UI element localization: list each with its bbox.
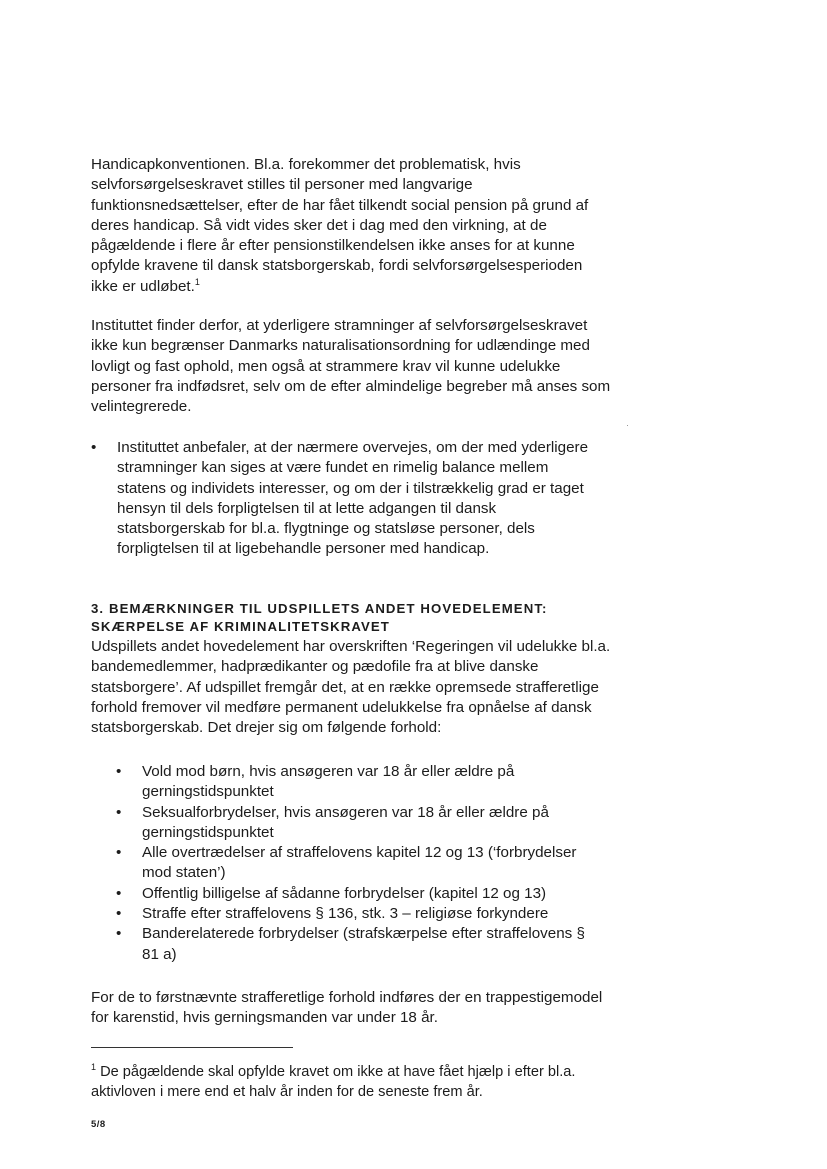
- list-item: [116, 924, 596, 965]
- list-item: [116, 884, 596, 904]
- list-item: [116, 762, 596, 803]
- list-item-text: Seksualforbrydelser, hvis ansøgeren var 18 år eller ældre på gerningstidspunktet: [142, 803, 549, 841]
- recommendation-text: Instituttet anbefaler, at der nærmere overvejes, om der med yderligere stramninger kan siges at være fundet en rimelig balance mellem statens og individets interesser, og om der i tilstrækkelig grad er taget hensyn til dels forpligtelsen til at lette adgangen til dansk statsborgerskab for bl.a. flygtninge og statsløse personer, dels forpligtelsen til at ligebehandle personer med handicap.: [117, 439, 589, 558]
- bullet-dot: •: [116, 844, 122, 862]
- scan-speck: [627, 425, 628, 426]
- section-heading-line-1: 3. BEMÆRKNINGER TIL UDSPILLETS ANDET HOVEDELEMENT:: [91, 601, 548, 616]
- paragraph-disability-text: Handicapkonventionen. Bl.a. forekommer det problematisk, hvis selvforsørgelseskravet stilles til personer med langvarige funktionsnedsættelser, efter de har fået tilkendt social pension på grund af deres handicap. Så vidt vides sker det i dag med den virkning, at de pågældende i flere år efter pensionstilkendelsen ikke anses for at kunne opfylde kravene til dansk statsborgerskab, fordi selvforsørgelsesperioden ikke er udløbet.: [91, 156, 589, 295]
- bullet-dot: •: [116, 763, 122, 780]
- bullet-dot: •: [116, 905, 122, 923]
- bullet-dot: •: [116, 803, 122, 821]
- paragraph-ladder-model: For de to førstnævnte strafferetlige forhold indføres der en trappestigemodel for karenstid, hvis gerningsmanden var under 18 år.: [91, 989, 603, 1027]
- offences-list: [116, 762, 596, 965]
- footnote-reference[interactable]: 1: [194, 276, 200, 287]
- list-item: [116, 843, 596, 884]
- footnote-text: De pågældende skal opfylde kravet om ikke at have fået hjælp i efter bl.a. aktivloven i mere end et halv år inden for de seneste frem år.: [91, 1064, 576, 1101]
- bullet-dot: •: [116, 884, 122, 902]
- paragraph-second-element: Udspillets andet hovedelement har overskriften ‘Regeringen vil udelukke bl.a. bandemedlemmer, hadprædikanter og pædofile fra at blive danske statsborgere’. Af udspillet fremgår det, at en række opremsede strafferetlige forhold fremover vil medføre permanent udelukkelse fra opnåelse af dansk statsborgerskab. Det drejer sig om følgende forhold:: [91, 638, 611, 737]
- list-item: [116, 904, 596, 924]
- list-item-text: Straffe efter straffelovens § 136, stk. 3 – religiøse forkyndere: [142, 905, 549, 923]
- section-heading-line-2: SKÆRPELSE AF KRIMINALITETSKRAVET: [91, 619, 390, 634]
- paragraph-institute-finds: Instituttet finder derfor, at yderligere stramninger af selvforsørgelseskravet ikke kun begrænser Danmarks naturalisationsordning for udlændinge med lovligt og fast ophold, men også at strammere krav vil kunne udelukke personer fra indfødsret, selv om de efter almindelige begreber må anses som velintegrerede.: [91, 317, 611, 416]
- list-item-text: Alle overtrædelser af straffelovens kapitel 12 og 13 (‘forbrydelser mod staten’): [142, 844, 577, 882]
- list-item: [116, 803, 596, 844]
- bullet-dot: •: [91, 439, 97, 456]
- page-number: 5/8: [91, 1119, 106, 1130]
- paragraph-disability: [91, 155, 611, 297]
- list-item-text: Vold mod børn, hvis ansøgeren var 18 år eller ældre på gerningstidspunktet: [142, 763, 515, 801]
- list-item-text: Offentlig billigelse af sådanne forbrydelser (kapitel 12 og 13): [142, 884, 547, 902]
- footnote: [91, 1062, 591, 1103]
- section-heading: [91, 600, 611, 636]
- list-item-text: Banderelaterede forbrydelser (strafskærpelse efter straffelovens § 81 a): [142, 925, 585, 963]
- footnote-number: 1: [91, 1062, 97, 1073]
- bullet-dot: •: [116, 925, 122, 943]
- footnote-separator: [91, 1047, 293, 1048]
